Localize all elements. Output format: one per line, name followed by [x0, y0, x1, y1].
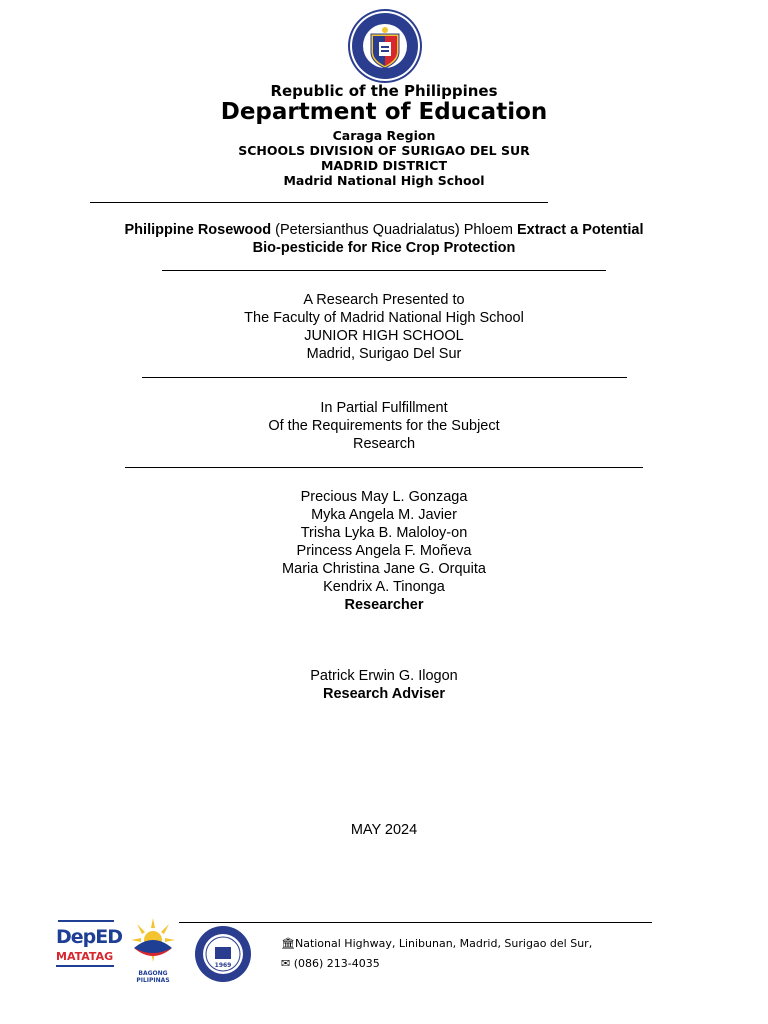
title-part1: Philippine Rosewood: [124, 222, 276, 238]
research-title: [0, 221, 768, 257]
address-line: [281, 937, 592, 950]
fulfillment-line: In Partial Fulfillment: [320, 400, 448, 416]
title-part2: Extract a Potential: [512, 222, 644, 238]
deped-matatag-logo: [56, 926, 123, 976]
title-divider: [162, 270, 606, 271]
researchers-block: [0, 488, 768, 614]
school-label: Madrid National High School: [283, 173, 485, 188]
republic-heading: Republic of the Philippines: [270, 82, 498, 100]
school-seal-year: 1969: [214, 962, 232, 969]
researcher-name: Trisha Lyka B. Maloloy-on: [300, 525, 468, 541]
presented-line: A Research Presented to: [303, 292, 465, 308]
title-scientific-name: (Petersianthus Quadrialatus) Phloem: [275, 222, 513, 238]
researcher-name: Kendrix A. Tinonga: [323, 579, 445, 595]
bagong-pilipinas-logo: [124, 918, 182, 984]
region-label: Caraga Region: [332, 128, 436, 143]
presented-divider: [142, 377, 627, 378]
submission-date: MAY 2024: [350, 822, 418, 838]
matatag-underline: [56, 965, 114, 967]
presented-line: Madrid, Surigao Del Sur: [306, 346, 462, 362]
presented-line: JUNIOR HIGH SCHOOL: [304, 328, 464, 344]
deped-seal: [347, 8, 423, 84]
department-heading: Department of Education: [220, 99, 548, 125]
title-line2: Bio-pesticide for Rice Crop Protection: [252, 240, 516, 256]
phone-line: [281, 957, 380, 970]
presented-line: The Faculty of Madrid National High School: [244, 310, 524, 326]
fulfillment-line: Research: [352, 436, 416, 452]
presented-block: [0, 291, 768, 363]
adviser-role: Research Adviser: [323, 686, 445, 702]
researcher-name: Maria Christina Jane G. Orquita: [282, 561, 486, 577]
division-label: SCHOOLS DIVISION OF SURIGAO DEL SUR: [238, 143, 530, 158]
researcher-role: Researcher: [344, 597, 424, 613]
deped-logo-text: DepED: [56, 926, 123, 948]
fulfillment-line: Of the Requirements for the Subject: [268, 418, 500, 434]
researcher-name: Myka Angela M. Javier: [311, 507, 457, 523]
building-icon: 🏛︎: [281, 937, 295, 950]
district-label: MADRID DISTRICT: [320, 158, 448, 173]
adviser-block: [0, 667, 768, 703]
researcher-name: Precious May L. Gonzaga: [300, 489, 468, 505]
school-seal: [194, 925, 252, 983]
fulfillment-divider: [125, 467, 643, 468]
researcher-name: Princess Angela F. Moñeva: [296, 543, 472, 559]
footer-divider: [179, 922, 652, 923]
phone-text: (086) 213-4035: [293, 957, 380, 970]
bagong-pilipinas-text: BAGONG PILIPINAS: [136, 970, 170, 984]
header-divider: [90, 202, 548, 203]
envelope-icon: ✉︎: [281, 957, 291, 970]
adviser-name: Patrick Erwin G. Ilogon: [310, 668, 458, 684]
address-text: National Highway, Linibunan, Madrid, Surigao del Sur,: [294, 937, 593, 950]
deped-logo-rule: [58, 920, 114, 922]
fulfillment-block: [0, 399, 768, 453]
bagong-pilipinas-sun-icon: [124, 918, 182, 964]
matatag-text: MATATAG: [56, 950, 114, 963]
